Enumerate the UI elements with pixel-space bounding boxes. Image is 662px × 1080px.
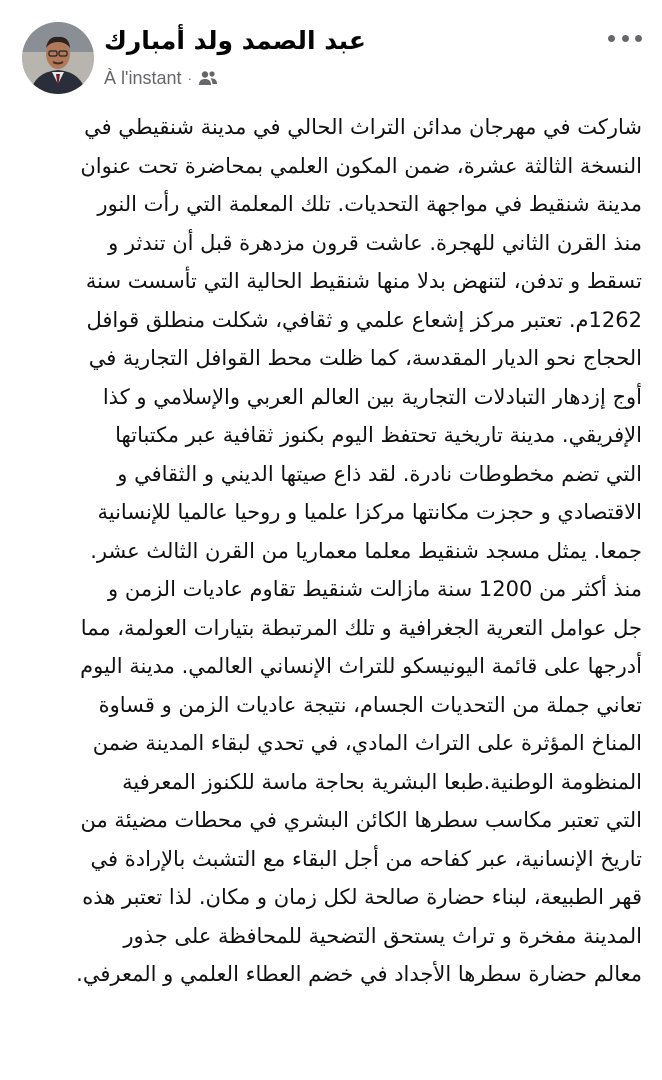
post-meta (104, 66, 218, 90)
post-text-line: قهر الطبيعة، لبناء حضارة صالحة لكل زمان و مكان. لذا تعتبر هذه (82, 885, 642, 909)
post-text-line: جل عوامل التعرية الجغرافية و تلك المرتبطة بتيارات العولمة، مما (80, 615, 642, 640)
post-text-line: التي تضم مخطوطات نادرة. لقد ذاع صيتها الديني و الثقافي و (117, 461, 642, 486)
post-text-line: شاركت في مهرجان مدائن التراث الحالي في مدينة شنقيطي في (84, 115, 642, 139)
post-text-line: التي تعتبر مكاسب سطرها الكائن البشري في محطات مضيئة من (80, 808, 642, 832)
post-text-line: تعاني جملة من التحديات الجسام، نتيجة عاديات الزمن و قساوة (98, 692, 642, 717)
post-text-line: منذ القرن الثاني للهجرة. عاشت قرون مزدهرة قبل أن تندثر و (108, 230, 642, 255)
post-text-line: الاقتصادي و حجزت مكانتها مركزا علميا و روحيا عالميا للإنسانية (97, 500, 642, 524)
post-text (20, 108, 642, 994)
post-text-line: مدينة شنقيط في مواجهة التحديات. تلك المعلمة التي رأت النور (97, 192, 642, 216)
author-avatar[interactable] (22, 22, 94, 94)
meta-separator: · (187, 70, 193, 86)
post-text-line: 1262م. تعتبر مركز إشعاع علمي و ثقافي، شكلت منطلق قوافل (86, 307, 642, 332)
post-text-line: المدينة مفخرة و تراث يستحق التضحية للمحافظة على جذور (123, 923, 642, 948)
post-text-line: معالم حضارة سطرها الأجداد في خضم العطاء العلمي و المعرفي. (76, 962, 642, 986)
post-text-line: أدرجها على قائمة اليونيسكو للتراث الإنساني العالمي. مدينة اليوم (80, 654, 642, 678)
post-text-line: المنظومة الوطنية.طبعا البشرية بحاجة ماسة للكنوز المعرفية (122, 769, 642, 794)
author-name[interactable]: عبد الصمد ولد أمبارك (104, 26, 366, 55)
post-text-line: الحجاج نحو الديار المقدسة، كما ظلت محط القوافل التجارية في (88, 346, 642, 370)
post-text-line: النسخة الثالثة عشرة، ضمن المكون العلمي بمحاضرة تحت عنوان (80, 153, 642, 178)
post-timestamp[interactable]: À l'instant (104, 67, 182, 88)
post-text-line: المناخ المؤثرة على التراث المادي، في تحدي لبقاء المدينة ضمن (92, 731, 642, 755)
post-text-line: أوج إزدهار التبادلات التجارية بين العالم العربي والإسلامي و كذا (102, 384, 642, 409)
more-dot (622, 35, 629, 42)
more-dot (608, 35, 615, 42)
post-text-line: جمعا. يمثل مسجد شنقيط معلما معماريا من القرن الثالث عشر. (90, 538, 642, 563)
post-header (0, 0, 662, 100)
more-options-icon[interactable] (608, 28, 642, 48)
post-text-line: تسقط و تدفن، لتنهض بدلا منها شنقيط الحالية التي تأسست سنة (85, 269, 642, 293)
post-text-line: منذ أكثر من 1200 سنة مازالت شنقيط تقاوم عاديات الزمن و (108, 577, 642, 601)
more-dot (635, 35, 642, 42)
friends-icon[interactable] (198, 70, 218, 86)
avatar-portrait-icon (22, 22, 94, 94)
post-text-line: تاريخ الإنسانية، عبر كفاحه من أجل البقاء مع التشبث بالإرادة في (90, 846, 642, 871)
post-text-line: الإفريقي. مدينة تاريخية تحتفظ اليوم بكنوز ثقافية عبر مكتباتها (115, 423, 642, 447)
